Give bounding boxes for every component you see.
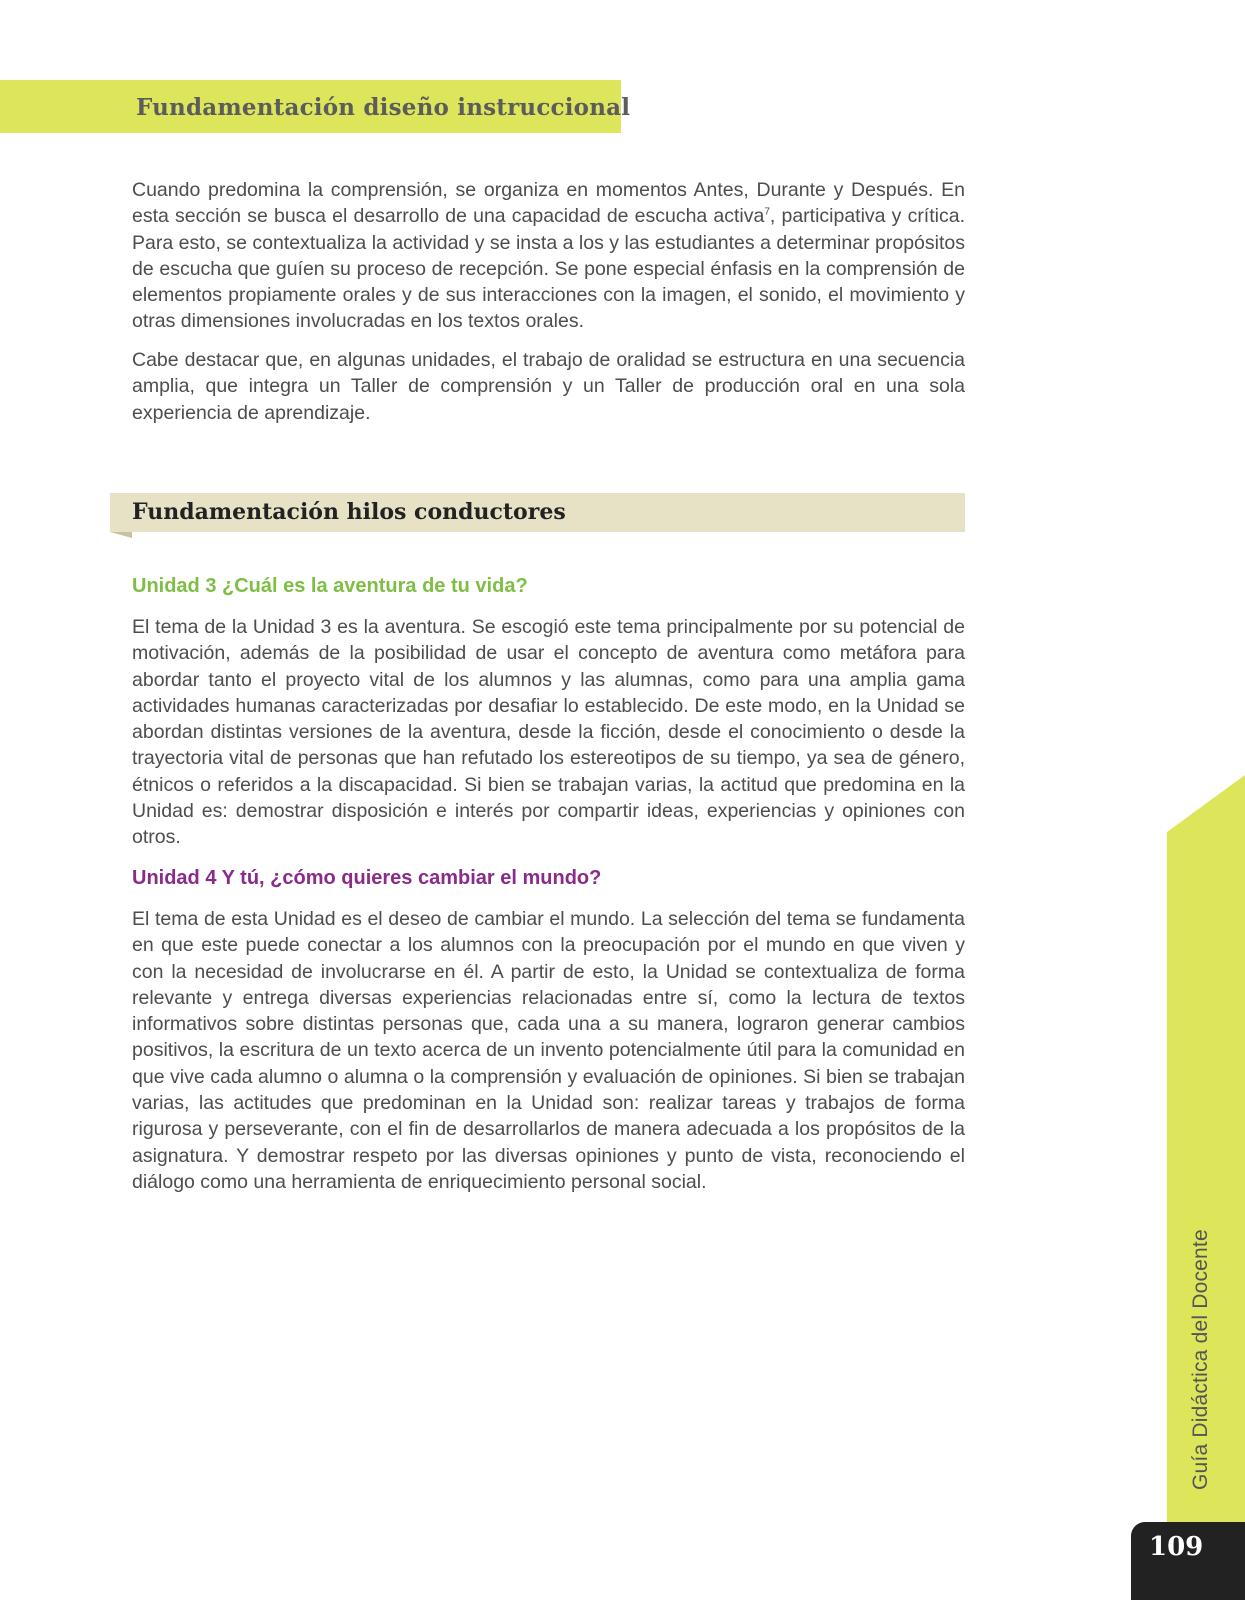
unit4-paragraph: El tema de esta Unidad es el deseo de cambiar el mundo. La selección del tema se fundamenta en que este puede conectar a los alumnos con la preocupación por el mundo en que viven y con la necesidad de involucrarse en él. A partir de esto, la Unidad se contextualiza de forma relevante y entrega diversas experiencias relacionadas entre sí, como la lectura de textos informativos sobre distintas personas que, cada una a su manera, lograron generar cambios positivos, la escritura de un texto acerca de un invento potencialmente útil para la comunidad en que vive cada alumno o alumna o la comprensión y evaluación de opiniones. Si bien se trabajan varias, las actitudes que predominan en la Unidad son: realizar tareas y trabajos de forma rigurosa y perseverante, con el fin de desarrollarlos de manera adecuada a los propósitos de la asignatura. Y demostrar respeto por las diversas opiniones y punto de vista, reconociendo el diálogo como una herramienta de enriquecimiento personal social. — [132, 908, 965, 1193]
header-fold-decoration — [110, 532, 132, 538]
section-title: Fundamentación hilos conductores — [132, 499, 566, 525]
unit3-paragraph: El tema de la Unidad 3 es la aventura. Se escogió este tema principalmente por su potencial de motivación, además de la posibilidad de usar el concepto de aventura como metáfora para abordar tanto el proyecto vital de los alumnos y las alumnas, como para una amplia gama actividades humanas caracterizadas por desafiar lo establecido. De este modo, en la Unidad se abordan distintas versiones de la aventura, desde la ficción, desde el conocimiento o desde la trayectoria vital de personas que han refutado los estereotipos de su tiempo, ya sea de género, étnicos o referidos a la discapacidad. Si bien se trabajan varias, la actitud que predomina en la Unidad es: demostrar disposición e interés por compartir ideas, experiencias y opiniones con otros. — [132, 616, 965, 849]
paragraph-text: , participativa y crítica. Para esto, se contextualiza la actividad y se insta a los y las estudiantes a determinar propósitos de escucha que guíen su proceso de recepción. Se pone especial énfasis en la comprensión de elementos propiamente orales y de sus interacciones con la imagen, el sonido, el movimiento y otras dimensiones involucradas en los textos orales. — [132, 205, 965, 333]
side-tab-label: Guía Didáctica del Docente — [1189, 1229, 1212, 1490]
section-header-guiding-threads — [110, 493, 965, 532]
page-number-box — [1131, 1522, 1245, 1600]
unit3-heading: Unidad 3 ¿Cuál es la aventura de tu vida? — [132, 575, 528, 597]
paragraph-text: Cuando predomina la comprensión, se organiza en momentos Antes, Durante y Después. En esta sección se busca el desarrollo de una capacidad de escucha activa — [132, 179, 965, 228]
section-header-instructional-design — [0, 80, 631, 133]
footnote-ref: 7 — [764, 206, 770, 218]
section-title: Fundamentación diseño instruccional — [136, 94, 631, 121]
page-number: 109 — [1149, 1532, 1204, 1562]
paragraph-comprehension — [132, 177, 965, 335]
paragraph-orality: Cabe destacar que, en algunas unidades, el trabajo de oralidad se estructura en una secuencia amplia, que integra un Taller de comprensión y un Taller de producción oral en una sola experiencia de aprendizaje. — [132, 349, 965, 424]
unit4-heading: Unidad 4 Y tú, ¿cómo quieres cambiar el mundo? — [132, 867, 602, 889]
side-tab-corner — [1167, 775, 1245, 832]
